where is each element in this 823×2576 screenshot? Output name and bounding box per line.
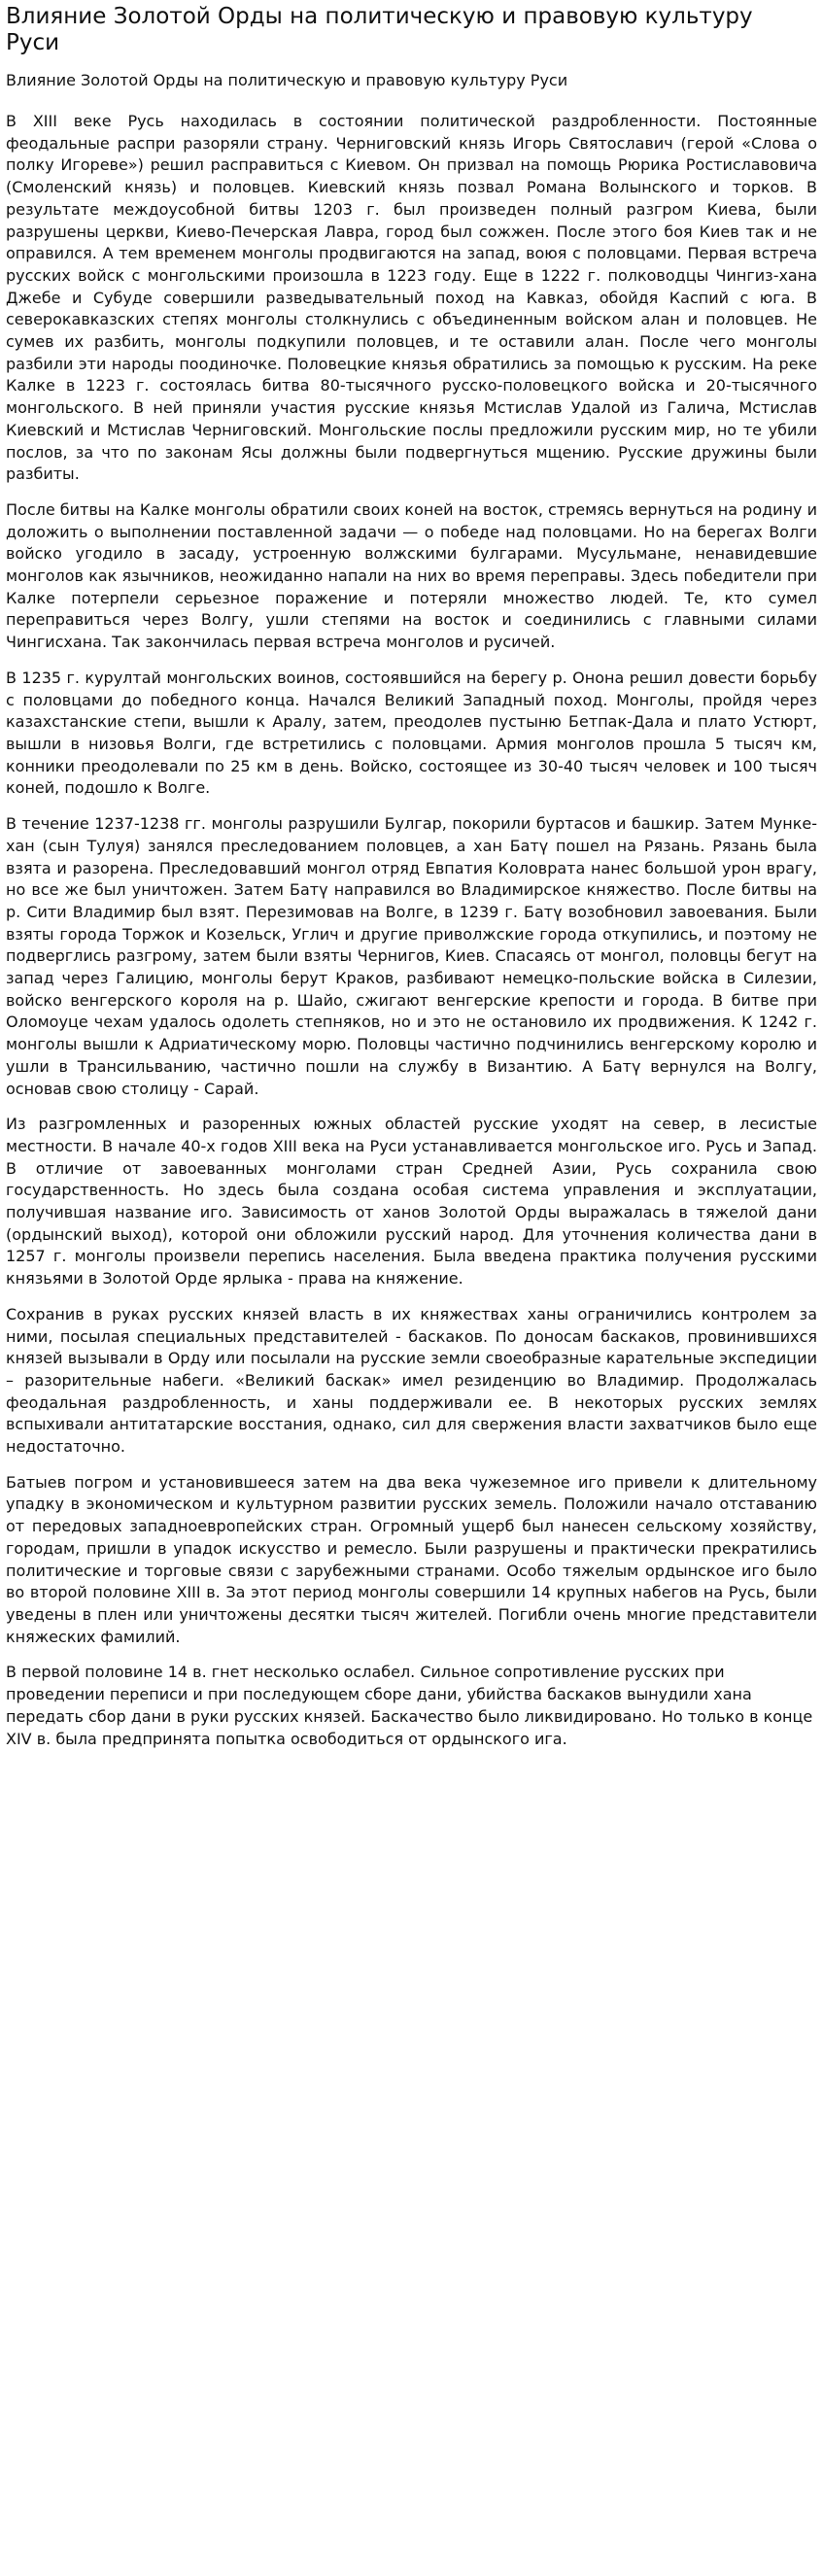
paragraph: После битвы на Калке монголы обратили своих коней на восток, стремясь вернуться на родину и доложить о выполнении поставленной задачи — о победе над половцами. Но на берегах Волги войско угодило в засаду, устроенную волжскими булгарами. Мусульмане, ненавидевшие монголов как язычников, неожиданно напали на них во время переправы. Здесь победители при Калке потерпели серьезное поражение и потеряли множество людей. Те, кто сумел переправиться через Волгу, ушли степями на восток и соединились с главными силами Чингисхана. Так закончилась первая встреча монголов и русичей. (6, 499, 817, 652)
paragraph: Сохранив в руках русских князей власть в их княжествах ханы ограничились контролем за ними, посылая специальных представителей - баскаков. По доносам баскаков, провинившихся князей вызывали в Орду или посылали на русские земли своеобразные карательные экспедиции – разорительные набеги. «Великий баскак» имел резиденцию во Владимир. Продолжалась феодальная раздробленность, и ханы поддерживали ее. В некоторых русских землях вспыхивали антитатарские восстания, однако, сил для свержения власти захватчиков было еще недостаточно. (6, 1304, 817, 1457)
paragraph: В XIII веке Русь находилась в состоянии политической раздробленности. Постоянные феодальные распри разоряли страну. Черниговский князь Игорь Святославич (герой «Слова о полку Игореве») решил расправиться с Киевом. Он призвал на помощь Рюрика Ростиславовича (Смоленский князь) и половцев. Киевский князь позвал Романа Волынского и торков. В результате междоусобной битвы 1203 г. был произведен полный разгром Киева, были разрушены церкви, Киево-Печерская Лавра, город был сожжен. После этого боя Киев так и не оправился. А тем временем монголы продвигаются на запад, воюя с половцами. Первая встреча русских войск с монгольскими произошла в 1223 году. Еще в 1222 г. полководцы Чингиз-хана Джебе и Субуде совершили разведывательный поход на Кавказ, обойдя Каспий с юга. В северокавказских степях монголы столкнулись с объединенным войском алан и половцев. Не сумев их разбить, монголы подкупили половцев, и те оставили алан. После чего монголы разбили эти народы поодиночке. Половецкие князья обратились за помощью к русским. На реке Калке в 1223 г. состоялась битва 80-тысячного русско-половецкого войска и 20-тысячного монгольского. В ней приняли участия русские князья Мстислав Удалой из Галича, Мстислав Киевский и Мстислав Черниговский. Монгольские послы предложили русским мир, но те убили послов, за что по законам Ясы должны были подвергнуться мщению. Русские дружины были разбиты. (6, 112, 817, 484)
paragraph: Батыев погром и установившееся затем на два века чужеземное иго привели к длительному упадку в экономическом и культурном развитии русских земель. Положили начало отставанию от передовых западноевропейских стран. Огромный ущерб был нанесен сельскому хозяйству, городам, пришли в упадок искусство и ремесло. Были разрушены и практически прекратились политические и торговые связи с зарубежными странами. Особо тяжелым ордынское иго было во второй половине XIII в. За этот период монголы совершили 14 крупных набегов на Русь, были уведены в плен или уничтожены десятки тысяч жителей. Погибли очень многие представители княжеских фамилий. (6, 1472, 817, 1646)
paragraph: В течение 1237-1238 гг. монголы разрушили Булгар, покорили буртасов и башкир. Затем Мунке-хан (сын Тулуя) занялся преследованием половцев, а хан Батү пошел на Рязань. Рязань была взята и разорена. Преследовавший монгол отряд Евпатия Коловрата нанес большой урон врагу, но все же был уничтожен. Затем Батү направился во Владимирское княжество. После битвы на р. Сити Владимир был взят. Перезимовав на Волге, в 1239 г. Батү возобновил завоевания. Были взяты города Торжок и Козельск, Углич и другие приволжские города откупились, и поэтому не подверглись разгрому, затем были взяты Чернигов, Киев. Спасаясь от монгол, половцы бегут на запад через Галицию, монголы берут Краков, разбивают немецко-польские войска в Силезии, войско венгерского короля на р. Шайо, сжигают венгерские крепости и города. В битве при Оломоуце чехам удалось одолеть степняков, но и это не остановило их продвижения. К 1242 г. монголы вышли к Адриатическому морю. Половцы частично подчинились венгерскому королю и ушли в Трансильванию, частично пошли на службу в Византию. А Батү вернулся на Волгу, основав свою столицу - Сарай. (6, 814, 817, 1098)
paragraph: В 1235 г. курултай монгольских воинов, состоявшийся на берегу р. Онона решил довести борьбу с половцами до победного конца. Начался Великий Западный поход. Монголы, пройдя через казахстанские степи, вышли к Аралу, затем, преодолев пустыню Бетпак-Дала и плато Устюрт, вышли в низовья Волги, где встретились с половцами. Армия монголов прошла 5 тысяч км, конники преодолевали по 25 км в день. Войско, состоящее из 30-40 тысяч человек и 100 тысяч коней, подошло к Волге. (6, 668, 817, 798)
paragraph: Из разгромленных и разоренных южных областей русские уходят на север, в лесистые местности. В начале 40-х годов XIII века на Руси устанавливается монгольское иго. Русь и Запад. В отличие от завоеванных монголами стран Средней Азии, Русь сохранила свою государственность. Но здесь была создана особая система управления и эксплуатации, получившая название иго. Зависимость от ханов Золотой Орды выражалась в тяжелой дани (ордынский выход), которой они обложили русский народ. Для уточнения количества дани в 1257 г. монголы произвели перепись населения. Была введена практика получения русскими князьями в Золотой Орде ярлыка - права на княжение. (6, 1115, 817, 1288)
article-title: Влияние Золотой Орды на политическую и правовую культуру Руси (6, 4, 753, 55)
article-subtitle: Влияние Золотой Орды на политическую и правовую культуру Руси (6, 71, 568, 89)
paragraph: В первой половине 14 в. гнет несколько ослабел. Сильное сопротивление русских при проведении переписи и при последующем сборе дани, убийства баскаков вынудили хана передать сбор дани в руки русских князей. Баскачество было ликвидировано. Но только в конце XIV в. была предпринята попытка освободиться от ордынского ига. (6, 1663, 813, 1748)
